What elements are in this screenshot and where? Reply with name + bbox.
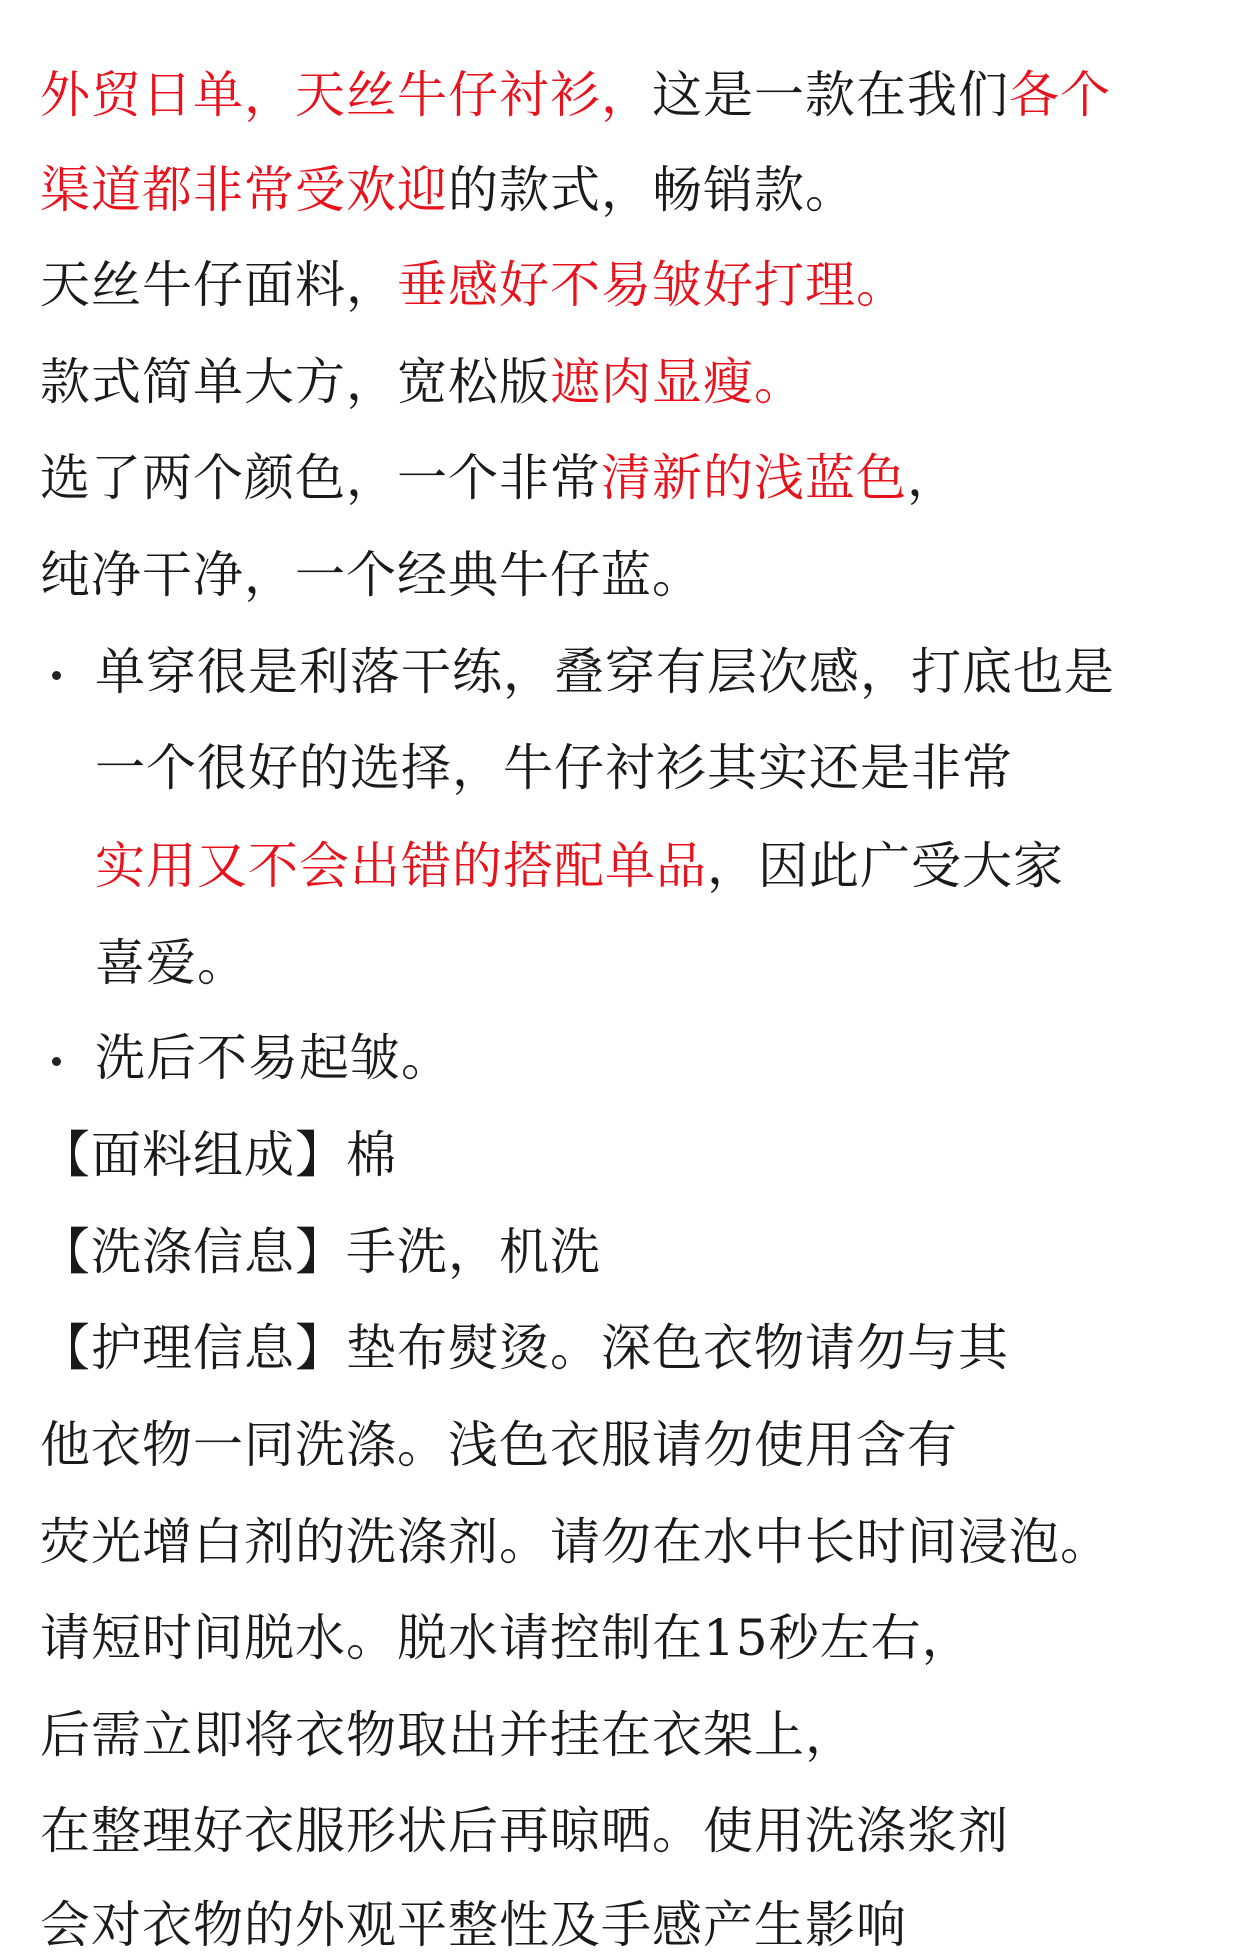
intro-highlight-1: 外贸日单，天丝牛仔衬衫， [40,66,652,124]
bullet-dot-2 [52,1057,61,1066]
spec-care-line-4: 请短时间脱水。脱水请控制在15秒左右， [40,1609,973,1667]
style-highlight: 遮肉显瘦。 [550,353,805,411]
fabric-line [40,255,907,315]
intro-line-2 [40,160,856,220]
color-line [40,448,958,508]
intro-line-1 [40,65,1111,125]
spec-care-line-5: 后需立即将衣物取出并挂在衣架上， [40,1706,856,1764]
spec-care-line-2: 他衣物一同洗涤。浅色衣服请勿使用含有 [40,1416,958,1474]
bullet-1-line-1: 单穿很是利落干练，叠穿有层次感，打底也是 [95,643,1115,701]
bullet-1-line-3 [95,836,1064,896]
bullet-1-text: ，因此广受大家 [707,837,1064,895]
style-line [40,352,805,412]
spec-care-line-6: 在整理好衣服形状后再晾晒。使用洗涤浆剂 [40,1802,1009,1860]
fabric-highlight: 垂感好不易皱好打理。 [397,256,907,314]
color-comma: ， [907,449,958,507]
spec-care-line-7: 会对衣物的外观平整性及手感产生影响 [40,1896,907,1954]
intro-highlight-2: 各个 [1009,66,1111,124]
color-line-2: 纯净干净，一个经典牛仔蓝。 [40,546,703,604]
bullet-1-highlight: 实用又不会出错的搭配单品 [95,837,707,895]
bullet-dot-1 [52,671,61,680]
fabric-text: 天丝牛仔面料， [40,256,397,314]
spec-material: 【面料组成】棉 [40,1126,397,1184]
bullet-1-line-2: 一个很好的选择，牛仔衬衫其实还是非常 [95,739,1013,797]
intro-highlight-3: 渠道都非常受欢迎 [40,161,448,219]
intro-text-2: 的款式，畅销款。 [448,161,856,219]
color-text: 选了两个颜色，一个非常 [40,449,601,507]
bullet-2-line-1: 洗后不易起皱。 [95,1029,452,1087]
spec-washing: 【洗涤信息】手洗，机洗 [40,1223,601,1281]
intro-text-1: 这是一款在我们 [652,66,1009,124]
spec-care-line-3: 荧光增白剂的洗涤剂。请勿在水中长时间浸泡。 [40,1513,1111,1571]
spec-care-line-1: 【护理信息】垫布熨烫。深色衣物请勿与其 [40,1319,1009,1377]
color-highlight: 清新的浅蓝色 [601,449,907,507]
bullet-1-line-4: 喜爱。 [95,934,248,992]
style-text: 款式简单大方，宽松版 [40,353,550,411]
